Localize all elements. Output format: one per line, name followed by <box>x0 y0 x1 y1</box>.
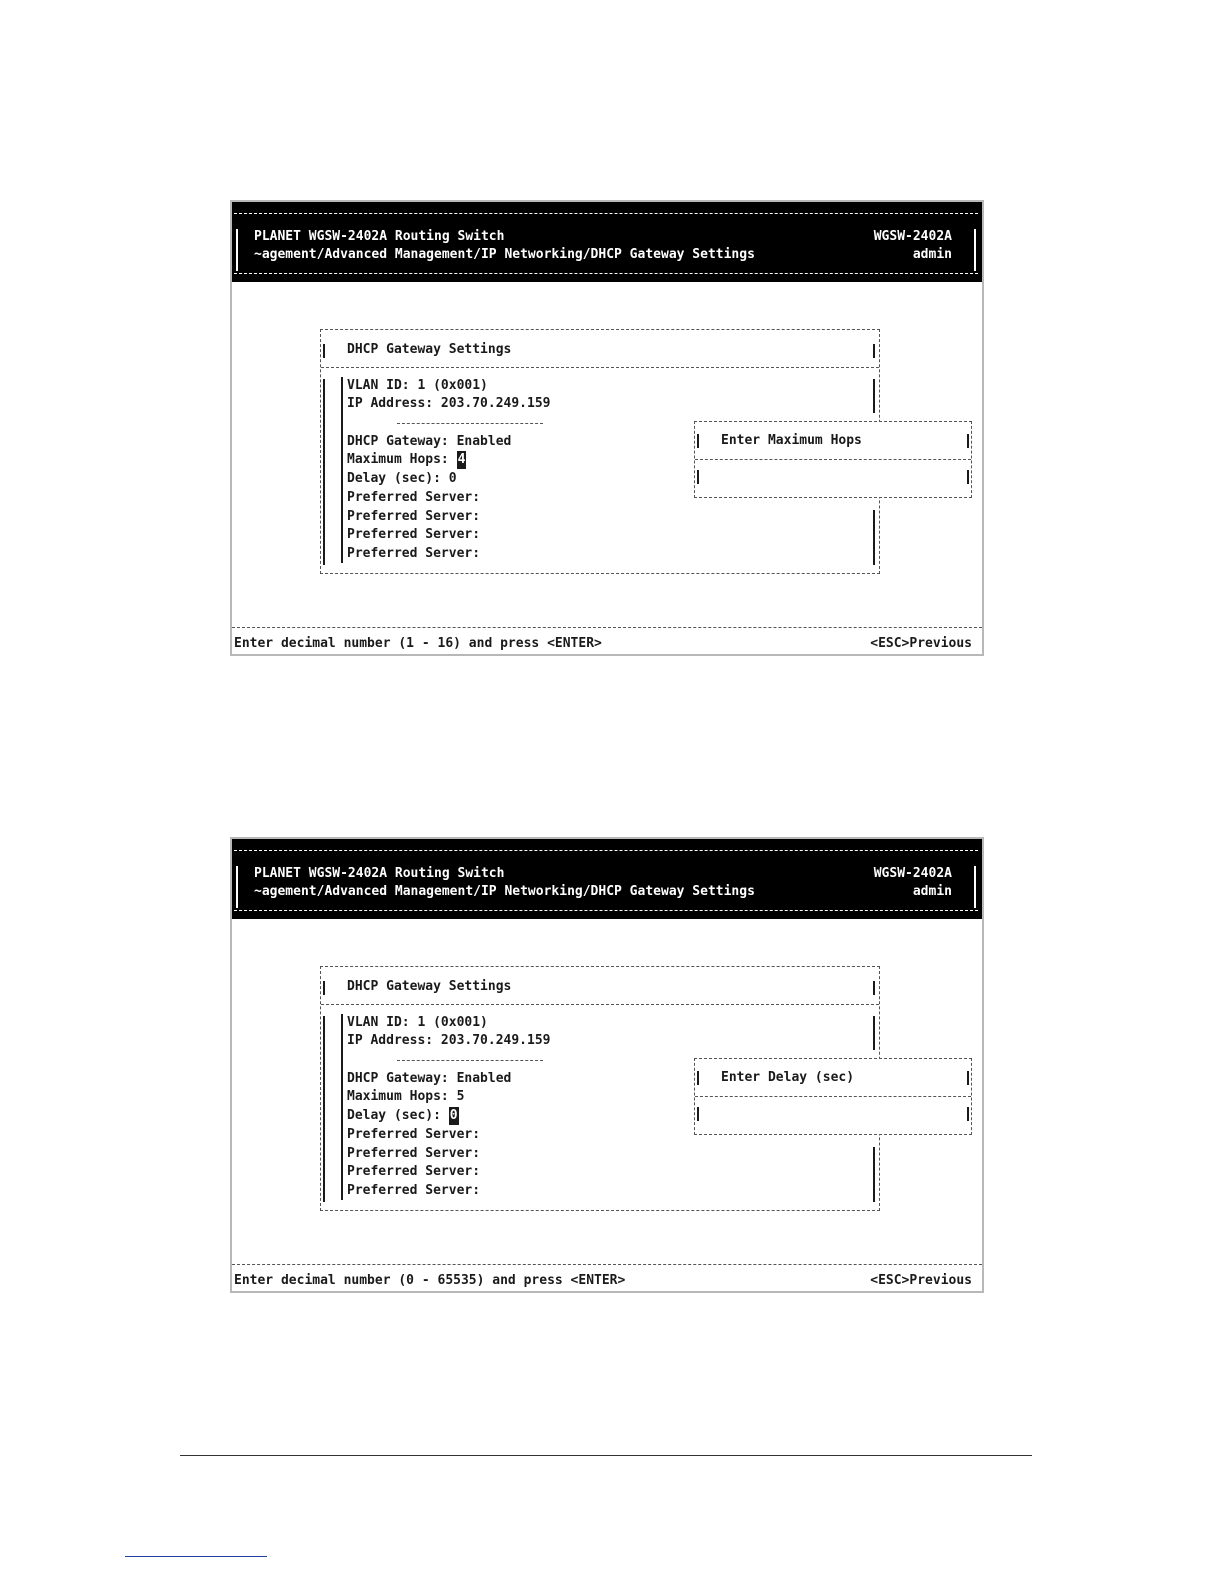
preferred-server-field[interactable]: Preferred Server: <box>347 546 481 561</box>
preferred-server-field[interactable]: Preferred Server: <box>347 1146 481 1161</box>
input-cursor[interactable]: 4 <box>457 452 466 467</box>
panel-title: DHCP Gateway Settings <box>347 979 512 994</box>
ip-address-field[interactable]: IP Address: 203.70.249.159 <box>347 1033 551 1048</box>
preferred-server-field[interactable]: Preferred Server: <box>347 1127 481 1142</box>
preferred-server-field[interactable]: Preferred Server: <box>347 509 481 524</box>
page-footer-rule <box>180 1455 1032 1456</box>
enter-value-popup <box>694 421 972 498</box>
panel-title: DHCP Gateway Settings <box>347 342 512 357</box>
breadcrumb: ~agement/Advanced Management/IP Networking/DHCP Gateway Settings <box>254 884 755 899</box>
preferred-server-field[interactable]: Preferred Server: <box>347 490 481 505</box>
input-cursor[interactable]: 0 <box>449 1108 458 1123</box>
terminal-header <box>232 839 982 919</box>
maximum-hops-field[interactable]: Maximum Hops: 5 <box>347 1089 465 1104</box>
status-hint: Enter decimal number (0 - 65535) and press <ENTER> <box>234 1273 626 1288</box>
esc-previous-hint[interactable]: <ESC>Previous <box>870 1273 972 1288</box>
footnote-link-underline <box>125 1556 267 1557</box>
device-title: PLANET WGSW-2402A Routing Switch <box>254 866 505 881</box>
vlan-id-field[interactable]: VLAN ID: 1 (0x001) <box>347 378 488 393</box>
delay-field[interactable]: Delay (sec): 0 <box>347 1108 458 1123</box>
preferred-server-field[interactable]: Preferred Server: <box>347 1183 481 1198</box>
preferred-server-field[interactable]: Preferred Server: <box>347 1164 481 1179</box>
device-model: WGSW-2402A <box>873 229 952 244</box>
ip-address-field[interactable]: IP Address: 203.70.249.159 <box>347 396 551 411</box>
terminal-header <box>232 202 982 282</box>
vlan-id-field[interactable]: VLAN ID: 1 (0x001) <box>347 1015 488 1030</box>
user-name: admin <box>912 247 952 262</box>
user-name: admin <box>912 884 952 899</box>
terminal-screen-max-hops <box>230 200 984 656</box>
popup-title: Enter Maximum Hops <box>721 433 862 448</box>
dhcp-gateway-field[interactable]: DHCP Gateway: Enabled <box>347 1071 512 1086</box>
esc-previous-hint[interactable]: <ESC>Previous <box>870 636 972 651</box>
enter-value-popup <box>694 1058 972 1135</box>
preferred-server-field[interactable]: Preferred Server: <box>347 527 481 542</box>
dhcp-gateway-field[interactable]: DHCP Gateway: Enabled <box>347 434 512 449</box>
device-model: WGSW-2402A <box>873 866 952 881</box>
device-title: PLANET WGSW-2402A Routing Switch <box>254 229 505 244</box>
popup-title: Enter Delay (sec) <box>721 1070 855 1085</box>
breadcrumb: ~agement/Advanced Management/IP Networking/DHCP Gateway Settings <box>254 247 755 262</box>
terminal-screen-delay <box>230 837 984 1293</box>
delay-field[interactable]: Delay (sec): 0 <box>347 471 457 486</box>
maximum-hops-field[interactable]: Maximum Hops: 4 <box>347 452 466 467</box>
status-hint: Enter decimal number (1 - 16) and press <ENTER> <box>234 636 602 651</box>
